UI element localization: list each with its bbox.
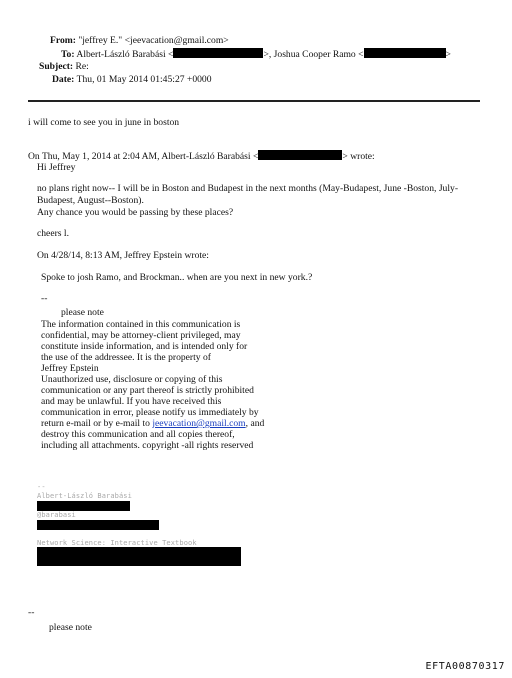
disclaimer-return-part-2: , and [245, 418, 265, 429]
please-note-heading: please note [61, 307, 104, 318]
disclaimer-line: and may be unlawful. If you have received this [41, 396, 222, 407]
disclaimer-line: destroy this communication and all copies thereof, [41, 429, 235, 440]
quote2-intro: On 4/28/14, 8:13 AM, Jeffrey Epstein wrote: [37, 250, 209, 261]
from-line [50, 35, 229, 47]
redaction-bar [37, 501, 130, 511]
plans-line-1: no plans right now-- I will be in Boston and Budapest in the next months (May-Budapest, June -Boston, July- [37, 183, 459, 194]
final-separator: -- [28, 607, 35, 618]
disclaimer-return-part-1: return e-mail or by e-mail to [41, 418, 153, 429]
date-label: Date: [52, 74, 75, 85]
email-link[interactable]: jeevacation@gmail.com [152, 418, 246, 429]
to-value-part-1: Albert-László Barabási < [76, 49, 174, 60]
disclaimer-return-line [41, 418, 264, 430]
reply-text: i will come to see you in june in boston [28, 117, 180, 128]
greeting-text: Hi Jeffrey [37, 162, 76, 173]
to-value-part-3: > [445, 49, 451, 60]
to-value-part-2: >, Joshua Cooper Ramo < [263, 49, 364, 60]
subject-value: Re: [75, 61, 89, 72]
plans-line-2: Budapest, August--Boston). [37, 195, 144, 206]
from-value: "jeffrey E." <jeevacation@gmail.com> [78, 35, 229, 46]
from-label: From: [50, 35, 76, 46]
date-value: Thu, 01 May 2014 01:45:27 +0000 [76, 74, 212, 85]
to-label: To: [61, 49, 75, 60]
disclaimer-line: Unauthorized use, disclosure or copying of this [41, 374, 223, 385]
disclaimer-line: The information contained in this communication is [41, 319, 241, 330]
quote2-text: Spoke to josh Ramo, and Brockman.. when are you next in new york.? [41, 272, 313, 283]
bates-number: EFTA00870317 [425, 661, 505, 672]
barabasi-sig-handle: @barabasi [37, 511, 76, 519]
chance-line: Any chance you would be passing by these places? [37, 207, 234, 218]
disclaimer-line: including all attachments. copyright -all rights reserved [41, 440, 254, 451]
quote-intro-line [28, 150, 375, 163]
disclaimer-line: Jeffrey Epstein [41, 363, 99, 374]
signature-separator: -- [41, 293, 48, 304]
subject-label: Subject: [39, 61, 74, 72]
redaction-bar [37, 547, 241, 566]
barabasi-sig-textbook: Network Science: Interactive Textbook [37, 539, 197, 547]
redaction-bar [37, 520, 159, 530]
to-line [61, 48, 451, 61]
barabasi-sig-separator: -- [37, 483, 46, 491]
barabasi-sig-name: Albert-László Barabási [37, 492, 132, 500]
redaction-bar [364, 48, 446, 58]
disclaimer-line: the use of the addressee. It is the property of [41, 352, 211, 363]
header-divider [28, 100, 480, 102]
date-line [52, 74, 212, 86]
final-please-note: please note [49, 622, 92, 633]
disclaimer-line: confidential, may be attorney-client privileged, may [41, 330, 241, 341]
quote-intro-part-1: On Thu, May 1, 2014 at 2:04 AM, Albert-László Barabási < [28, 151, 259, 162]
disclaimer-line: communication or any part thereof is strictly prohibited [41, 385, 254, 396]
cheers-text: cheers l. [37, 228, 69, 239]
quote-intro-part-2: > wrote: [342, 151, 375, 162]
disclaimer-line: communication in error, please notify us immediately by [41, 407, 259, 418]
redaction-bar [173, 48, 263, 58]
subject-line [39, 61, 89, 73]
redaction-bar [258, 150, 342, 160]
disclaimer-line: constitute inside information, and is intended only for [41, 341, 248, 352]
